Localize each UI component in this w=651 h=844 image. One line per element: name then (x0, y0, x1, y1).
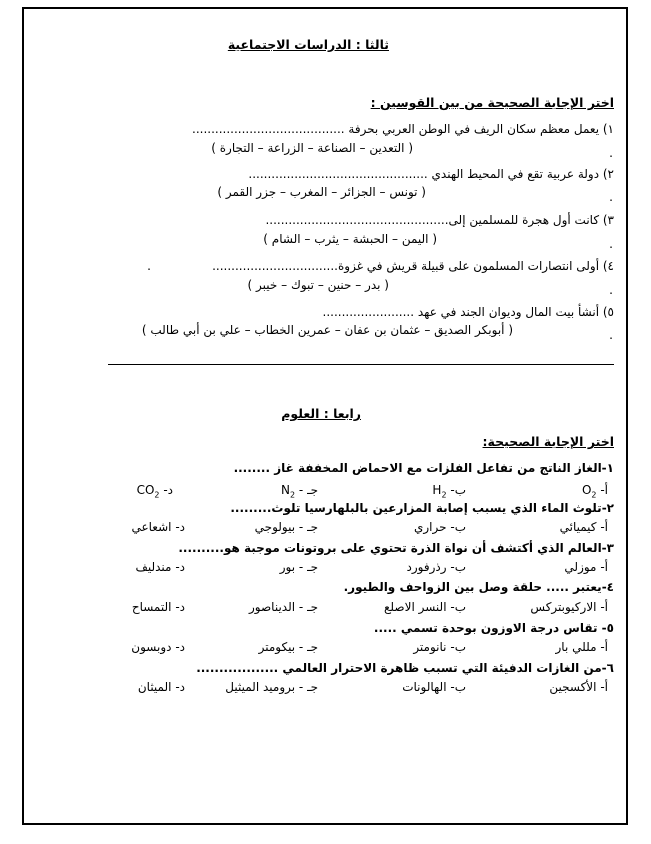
dot: . (609, 237, 613, 251)
science-choice-4a: أ- الاركيوبتركس (530, 600, 608, 614)
science-choice-2b: ب- حراري (413, 520, 466, 534)
science-choice-3b: ب- رذرفورد (406, 560, 466, 574)
social-question-1: ١) يعمل معظم سكان الريف في الوطن العربي بحرفة ........................................ (192, 122, 614, 136)
social-question-4: ٤) أولى انتصارات المسلمون على قبيلة قريش في غزوة................................. (212, 259, 614, 273)
science-choice-5d: د- دوبسون (131, 640, 185, 654)
dot: . (609, 146, 613, 160)
science-choice-4c: جـ - الديناصور (249, 600, 318, 614)
section-divider (108, 364, 614, 365)
science-choice-3a: أ- موزلي (564, 560, 608, 574)
science-choice-6a: أ- الأكسجين (549, 680, 608, 694)
science-question-1: ١-الغاز الناتج من تفاعل الفلزات مع الاحماض المخففة غاز ........ (233, 461, 614, 475)
science-choice-2c: جـ - بيولوجي (254, 520, 318, 534)
science-choice-1c: جـ - $N_2$ (281, 483, 318, 500)
science-choice-5b: ب- نانومتر (413, 640, 466, 654)
science-question-3: ٣-العالم الذي أكتشف أن نواة الذرة تحتوي على بروتونات موجبة هو.......... (178, 541, 614, 555)
science-choice-4d: د- التمساح (131, 600, 185, 614)
dot: . (147, 259, 151, 273)
dot: . (609, 328, 613, 342)
social-options-4: ( بدر – حنين – تبوك – خيبر ) (247, 278, 389, 292)
science-choice-2a: أ- كيميائي (559, 520, 608, 534)
science-choice-1b: ب- $H_2$ (432, 483, 466, 500)
dot: . (609, 190, 613, 204)
science-choice-1d: د- $CO_2$ (136, 483, 173, 500)
science-title: رابعا : العلوم (281, 406, 361, 421)
social-options-1: ( التعدين – الصناعة – الزراعة – التجارة ) (211, 141, 413, 155)
social-title: ثالثا : الدراسات الاجتماعية (227, 37, 389, 52)
dot: . (609, 283, 613, 297)
social-question-2: ٢) دولة عربية تقع في المحيط الهندي ............................................... (248, 167, 614, 181)
social-options-3: ( اليمن – الحبشة – يثرب – الشام ) (263, 232, 437, 246)
science-question-4: ٤-يعتبر ..... حلقة وصل بين الزواحف والطيور. (343, 580, 614, 594)
science-question-6: ٦-من الغازات الدفيئة التي تسبب ظاهرة الاحترار العالمي .................. (196, 661, 614, 675)
science-instruction: اختر الإجابة الصحيحة: (482, 434, 614, 449)
science-question-2: ٢-تلوث الماء الذي يسبب إصابة المزارعين بالبلهارسيا تلوث......... (230, 501, 614, 515)
science-choice-6b: ب- الهالونات (402, 680, 466, 694)
social-options-5: ( أبوبكر الصديق – عثمان بن عفان – عمرين الخطاب – علي بن أبي طالب ) (141, 323, 513, 337)
science-question-5: ٥- تقاس درجة الاوزون بوحدة تسمي ..... (373, 621, 614, 635)
social-question-5: ٥) أنشأ بيت المال وديوان الجند في عهد ........................ (322, 305, 614, 319)
science-choice-3d: د- مندليف (135, 560, 185, 574)
social-instruction: اختر الإجابة الصحيحة من بين القوسين : (370, 95, 614, 110)
science-choice-6c: جـ - بروميد الميثيل (225, 680, 318, 694)
science-choice-5a: أ- مللي بار (555, 640, 608, 654)
science-choice-1a: أ- $O_2$ (581, 483, 608, 500)
science-choice-2d: د- اشعاعي (131, 520, 185, 534)
science-choice-3c: جـ - بور (279, 560, 318, 574)
science-choice-6d: د- الميثان (137, 680, 185, 694)
social-question-3: ٣) كانت أول هجرة للمسلمين إلى................................................ (265, 213, 614, 227)
social-options-2: ( تونس – الجزائر – المغرب – جزر القمر ) (217, 185, 426, 199)
science-choice-5c: جـ - بيكومتر (258, 640, 318, 654)
science-choice-4b: ب- النسر الاصلع (384, 600, 466, 614)
